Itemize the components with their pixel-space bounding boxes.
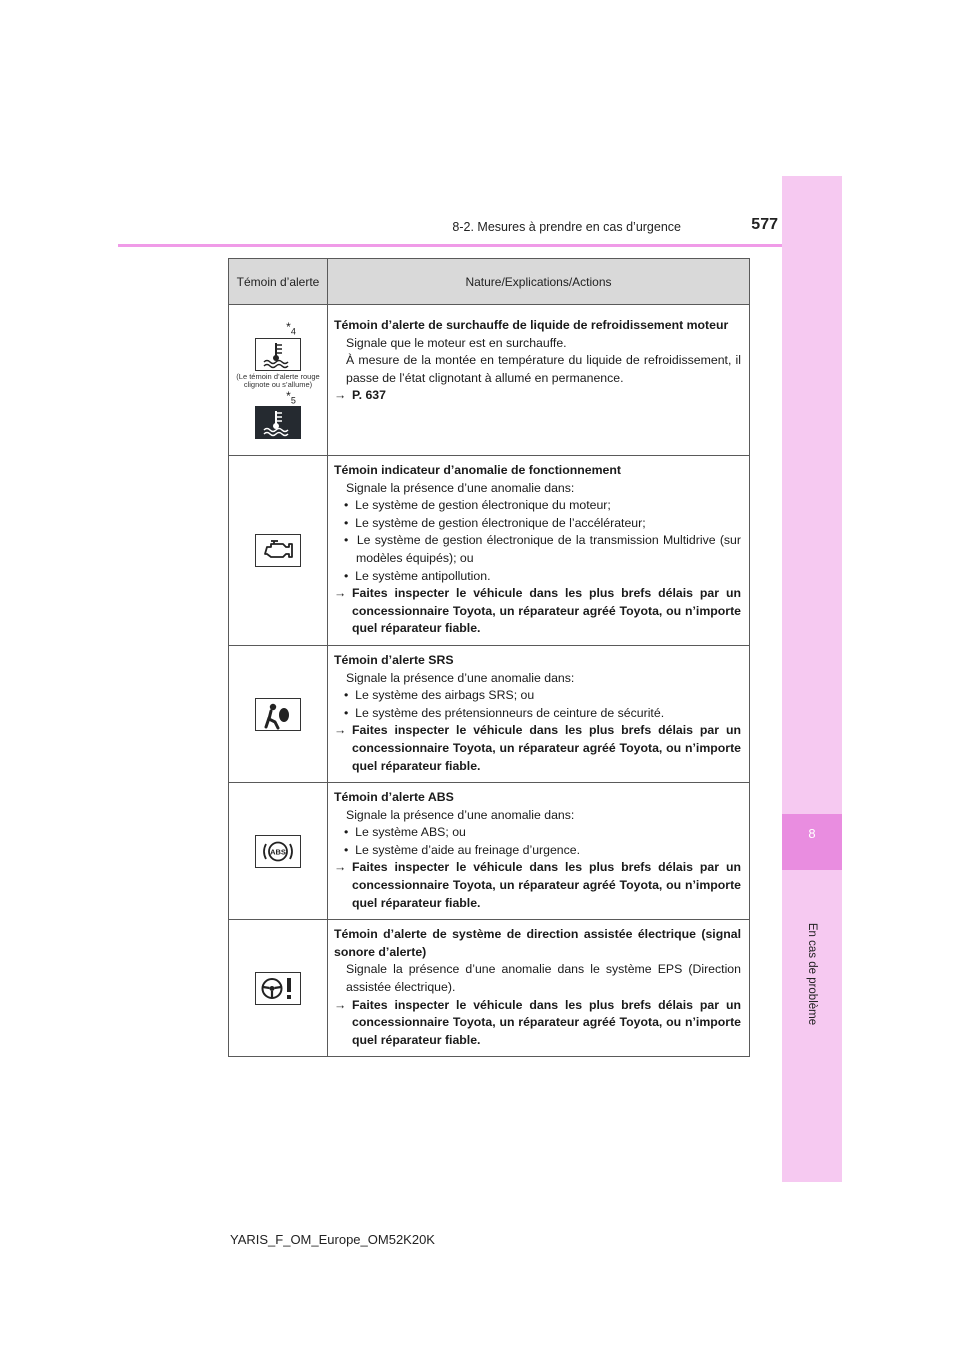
details-cell bbox=[328, 645, 750, 782]
chapter-side-tab bbox=[782, 176, 842, 1182]
table-row bbox=[229, 920, 750, 1057]
warning-description: Signale la présence d’une anomalie dans: bbox=[346, 670, 575, 685]
warning-description: Signale la présence d’une anomalie dans: bbox=[346, 480, 575, 495]
page-reference-link[interactable]: P. 637 bbox=[352, 388, 386, 403]
list-item: • Le système de gestion électronique de l’accélérateur; bbox=[344, 515, 646, 530]
list-item: • Le système de gestion électronique de la transmission Multidrive (sur modèles équipés); ou bbox=[344, 533, 741, 565]
warning-action: → Faites inspecter le véhicule dans les plus brefs délais par un concessionnaire Toyota, un réparateur agréé Toyota, ou n’importe quel réparateur fiable. bbox=[334, 997, 741, 1047]
details-cell bbox=[328, 305, 750, 456]
icon-cell bbox=[229, 456, 328, 646]
table-header-row bbox=[229, 259, 750, 305]
header-details: Nature/Explications/Actions bbox=[328, 259, 750, 305]
right-arrow-icon: → bbox=[334, 860, 347, 875]
srs-airbag-icon bbox=[255, 698, 301, 731]
section-title: 8-2. Mesures à prendre en cas d’urgence bbox=[452, 220, 681, 234]
warning-description: Signale la présence d’une anomalie dans: bbox=[346, 807, 575, 822]
table-row bbox=[229, 456, 750, 646]
warning-action bbox=[334, 387, 741, 405]
list-item: • Le système des prétensionneurs de ceinture de sécurité. bbox=[344, 705, 665, 720]
warning-title: Témoin d’alerte de surchauffe de liquide de refroidissement moteur bbox=[334, 318, 729, 332]
warning-action: → Faites inspecter le véhicule dans les plus brefs délais par un concessionnaire Toyota, un réparateur agréé Toyota, ou n’importe quel réparateur fiable. bbox=[334, 586, 741, 636]
coolant-temperature-icon bbox=[255, 338, 301, 371]
list-item: • Le système des airbags SRS; ou bbox=[344, 688, 535, 703]
details-cell bbox=[328, 920, 750, 1057]
icon-note: (Le témoin d’alerte rouge clignote ou s’allume) bbox=[236, 371, 320, 389]
icon-cell bbox=[229, 920, 328, 1057]
chapter-number: 8 bbox=[808, 826, 816, 841]
chapter-title: En cas de problème bbox=[806, 922, 818, 1026]
right-arrow-icon: → bbox=[334, 723, 347, 738]
warning-action: → Faites inspecter le véhicule dans les plus brefs délais par un concessionnaire Toyota, un réparateur agréé Toyota, ou n’importe quel réparateur fiable. bbox=[334, 860, 741, 910]
table-row bbox=[229, 783, 750, 920]
warning-title: Témoin d’alerte ABS bbox=[334, 790, 454, 805]
warning-description: Signale la présence d’une anomalie dans le système EPS (Direction assistée électrique). bbox=[346, 962, 741, 995]
warning-title: Témoin indicateur d’anomalie de fonctionnement bbox=[334, 463, 621, 477]
list-item: • Le système d’aide au freinage d’urgence. bbox=[344, 842, 581, 857]
icon-cell bbox=[229, 645, 328, 782]
chapter-number-box bbox=[782, 814, 842, 870]
list-item: • Le système ABS; ou bbox=[344, 825, 466, 840]
details-cell bbox=[328, 783, 750, 920]
details-cell bbox=[328, 456, 750, 646]
warning-title: Témoin d’alerte SRS bbox=[334, 652, 454, 667]
document-code: YARIS_F_OM_Europe_OM52K20K bbox=[230, 1232, 435, 1247]
list-item: • Le système antipollution. bbox=[344, 568, 491, 583]
power-steering-warning-icon bbox=[255, 972, 301, 1005]
list-item: • Le système de gestion électronique du moteur; bbox=[344, 498, 611, 513]
header-rule bbox=[118, 244, 782, 247]
check-engine-icon bbox=[255, 534, 301, 567]
coolant-temperature-icon bbox=[255, 406, 301, 439]
footnote-marker: $*_4$ bbox=[286, 320, 296, 337]
right-arrow-icon: → bbox=[334, 586, 347, 601]
warning-description: Signale que le moteur est en surchauffe. bbox=[346, 335, 567, 350]
warning-title: Témoin d’alerte de système de direction assistée électrique (signal sonore d’alerte) bbox=[334, 927, 741, 959]
table-row bbox=[229, 645, 750, 782]
abs-icon bbox=[255, 835, 301, 868]
abs-icon-label: ABS bbox=[270, 847, 286, 857]
icon-cell bbox=[229, 783, 328, 920]
warning-action: → Faites inspecter le véhicule dans les plus brefs délais par un concessionnaire Toyota, un réparateur agréé Toyota, ou n’importe quel réparateur fiable. bbox=[334, 723, 741, 773]
header-warning-light: Témoin d’alerte bbox=[229, 259, 328, 305]
table-row bbox=[229, 305, 750, 456]
icon-cell bbox=[229, 305, 328, 456]
page-number: 577 bbox=[751, 216, 778, 233]
right-arrow-icon: → bbox=[334, 388, 347, 403]
warning-description: À mesure de la montée en température du liquide de refroidissement, il passe de l’état clignotant à allumé en permanence. bbox=[346, 353, 741, 385]
right-arrow-icon: → bbox=[334, 997, 347, 1012]
warning-light-table bbox=[228, 258, 750, 1057]
footnote-marker: $*_5$ bbox=[286, 388, 296, 405]
